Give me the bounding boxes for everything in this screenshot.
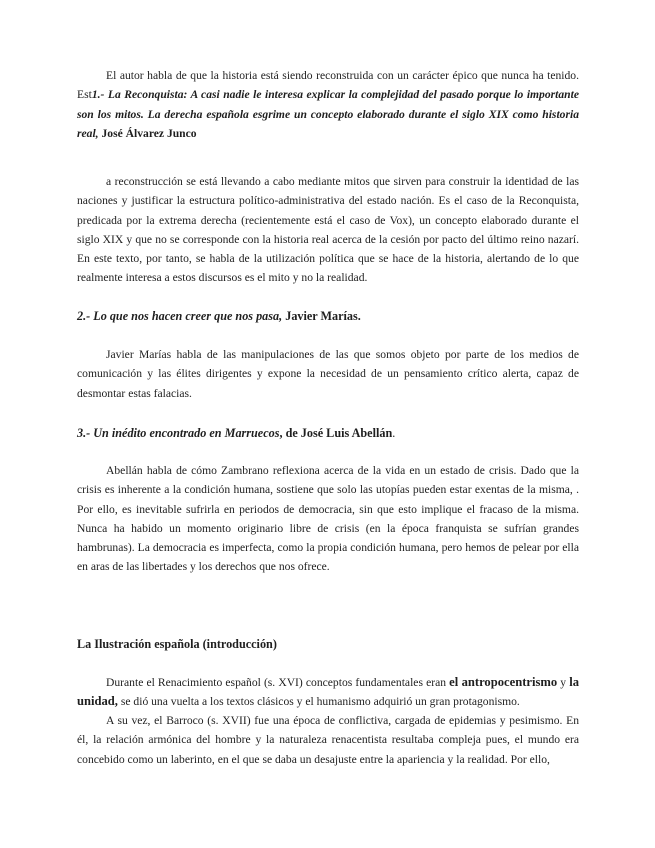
heading-article-2 [77, 307, 579, 326]
paragraph-reconquista [77, 172, 579, 288]
article-author-3: , de José Luis Abellán [279, 426, 393, 440]
barroco-text: A su vez, el Barroco (s. XVII) fue una época de conflictiva, cargada de epidemias y pesimismo. En él, la relación armónica del hombre y la naturaleza renacentista resultaba compleja pues, el mundo era concebido como un laberinto, en el que se daba un desajuste entre la apariencia y la realidad. Por ello, [77, 714, 579, 766]
heading-article-3 [77, 424, 579, 443]
intro-text: El autor habla de que la historia está siendo reconstruida con un carácter épico que nunca ha tenido. Est [77, 69, 579, 102]
emphasis-unidad: la unidad, [77, 675, 579, 709]
article-title-2: 2.- Lo que nos hacen creer que nos pasa, [77, 309, 283, 323]
article-title-3: 3.- Un inédito encontrado en Marruecos [77, 426, 280, 440]
article-title-1: 1.- La Reconquista: A casi nadie le interesa explicar la complejidad del pasado porque lo importante son los mitos. La derecha española esgrime un concepto elaborado durante el siglo XIX como historia real, [77, 88, 579, 140]
renacimiento-text-a: Durante el Renacimiento español (s. XVI) conceptos fundamentales eran [106, 676, 450, 689]
paragraph-barroco [77, 711, 579, 769]
marias-text: Javier Marías habla de las manipulaciones de las que somos objeto por parte de los medios de comunicación y las élites dirigentes y expone la necesidad de un pensamiento crítico alerta, capaz de desmontar estas falacias. [77, 348, 579, 400]
paragraph-marias [77, 345, 579, 403]
heading-period: . [392, 426, 396, 440]
reconquista-text: a reconstrucción se está llevando a cabo mediante mitos que sirven para construir la identidad de las naciones y justificar la estructura político-administrativa del estado nación. Es el caso de la Reconquista, predicada por la extrema derecha (recientemente está el caso de Vox), un concepto elaborado durante el siglo XIX y que no se corresponde con la historia real acerca de la cesión por pacto del último reino nazarí. En este texto, por tanto, se habla de la utilización política que se hace de la historia, alertando de lo que realmente interesa a estos discursos es el mito y no la realidad. [77, 175, 579, 285]
paragraph-renacimiento [77, 673, 579, 712]
emphasis-antropocentrismo: el antropocentrismo [449, 675, 558, 689]
section-heading [77, 635, 579, 654]
renacimiento-text-c: se dió una vuelta a los textos clásicos y el humanismo adquirió un gran protagonismo. [117, 695, 520, 709]
paragraph-abellan [77, 461, 579, 577]
article-author-1: José Álvarez Junco [98, 126, 197, 140]
article-author-2: Javier Marías. [282, 309, 361, 323]
abellan-text: Abellán habla de cómo Zambrano reflexiona acerca de la vida en un estado de crisis. Dado que la crisis es inherente a la condición humana, sostiene que solo las utopías pueden estar exentas de la misma, . Por ello, es inevitable sufrirla en periodos de democracia, sin que esto implique el fracaso de la misma. Nunca ha habido un momento originario libre de crisis (en la época franquista se sufrían grandes hambrunas). La democracia es imperfecta, como la propia condición humana, pero hemos de pelear por ella en aras de las libertades y los derechos que nos ofrece. [77, 464, 579, 574]
paragraph-intro [77, 66, 579, 143]
renacimiento-text-b: y [557, 676, 570, 689]
section-title: La Ilustración española (introducción) [77, 637, 277, 651]
